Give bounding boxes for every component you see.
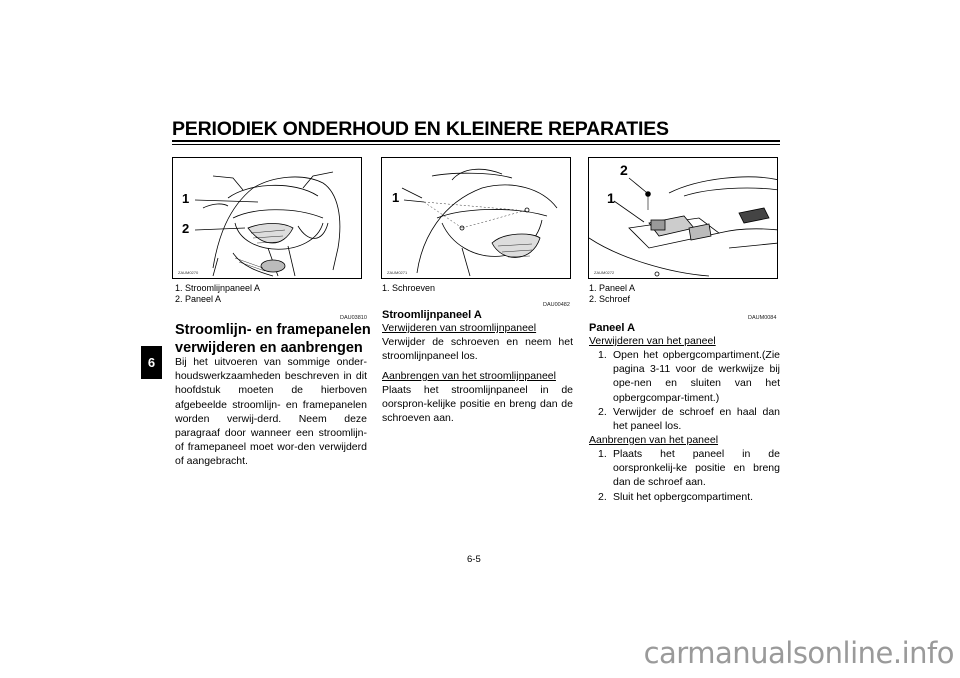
install-steps	[589, 447, 780, 504]
step-text: Verwijder de schroef en haal dan het paneel los.	[613, 405, 780, 433]
step-number: 2.	[598, 405, 607, 418]
page-title: PERIODIEK ONDERHOUD EN KLEINERE REPARATIES	[172, 118, 669, 140]
heading-line: Stroomlijn- en framepanelen	[175, 322, 371, 338]
figure-caption-list	[589, 283, 635, 305]
list-item	[589, 447, 780, 490]
section-heading: Paneel A	[589, 322, 636, 334]
figure-callout-1: 1	[182, 191, 190, 206]
remove-paragraph: Verwijder de schroeven en neem het stroomlijnpaneel los.	[382, 336, 573, 363]
figure-callout-1: 1	[392, 190, 400, 205]
page-number: 6-5	[467, 554, 481, 565]
title-rule-thin	[172, 144, 780, 145]
heading-line: verwijderen en aanbrengen	[175, 340, 363, 356]
watermark: carmanualsonline.info	[643, 636, 954, 670]
step-number: 1.	[598, 349, 607, 361]
remove-steps	[589, 348, 780, 433]
figure-cowling-screws	[381, 157, 571, 279]
figure-code: ZAUM0270	[178, 270, 199, 275]
section-code: DAUM0084	[748, 315, 777, 321]
caption-item: 2. Schroef	[589, 294, 631, 304]
scooter-front-illustration	[173, 158, 362, 279]
step-text: Open het opbergcompartiment.(Zie pagina 3-11 voor de werkwijze bij ope-nen en sluiten van het opbergcompar-timent.)	[613, 349, 780, 404]
caption-item: 2. Paneel A	[175, 294, 222, 304]
figure-code: ZAUM0272	[594, 270, 615, 275]
intro-paragraph: Bij het uitvoeren van sommige onder-houdswerkzaamheden beschreven in dit hoofdstuk moeten de hierboven afgebeelde stroomlijn- en framepanelen worden verwij-derd. Neem deze paragraaf door wanneer een stroomlijn- of framepaneel moet wor-den verwijderd of aangebracht.	[175, 356, 367, 468]
remove-subheading: Verwijderen van het paneel	[589, 335, 716, 347]
remove-subheading: Verwijderen van stroomlijnpaneel	[382, 322, 537, 334]
step-number: 1.	[598, 448, 607, 460]
install-subheading: Aanbrengen van het paneel	[589, 434, 719, 446]
step-text: Plaats het paneel in de oorspronkelij-ke positie en breng dan de schroef aan.	[613, 448, 780, 489]
install-paragraph: Plaats het stroomlijnpaneel in de oorspron-kelijke positie en breng dan de schroeven aan.	[382, 384, 573, 425]
figure-callout-2: 2	[620, 162, 628, 178]
section-heading	[175, 321, 375, 357]
caption-item: 1. Stroomlijnpaneel A	[175, 283, 261, 293]
list-item	[589, 348, 780, 405]
figure-caption-list	[175, 283, 260, 305]
caption-item: 1. Paneel A	[589, 283, 636, 293]
title-rule	[172, 140, 780, 142]
cowling-illustration	[382, 158, 571, 279]
figure-panel-screw	[588, 157, 778, 279]
install-subheading: Aanbrengen van het stroomlijnpaneel	[382, 370, 556, 382]
figure-callout-1: 1	[607, 190, 615, 206]
section-heading: Stroomlijnpaneel A	[382, 309, 482, 321]
chapter-tab: 6	[141, 346, 162, 379]
section-code: DAU00482	[543, 302, 570, 308]
panel-illustration	[589, 158, 778, 279]
step-number: 2.	[598, 490, 607, 503]
list-item	[589, 405, 780, 433]
figure-scooter-front	[172, 157, 362, 279]
section-code: DAU03810	[340, 315, 367, 321]
caption-item: 1. Schroeven	[382, 283, 436, 293]
step-text: Sluit het opbergcompartiment.	[613, 490, 754, 503]
figure-callout-2: 2	[182, 221, 190, 236]
list-item	[589, 490, 780, 504]
figure-code: ZAUM0271	[387, 270, 408, 275]
figure-caption-list	[382, 283, 435, 294]
